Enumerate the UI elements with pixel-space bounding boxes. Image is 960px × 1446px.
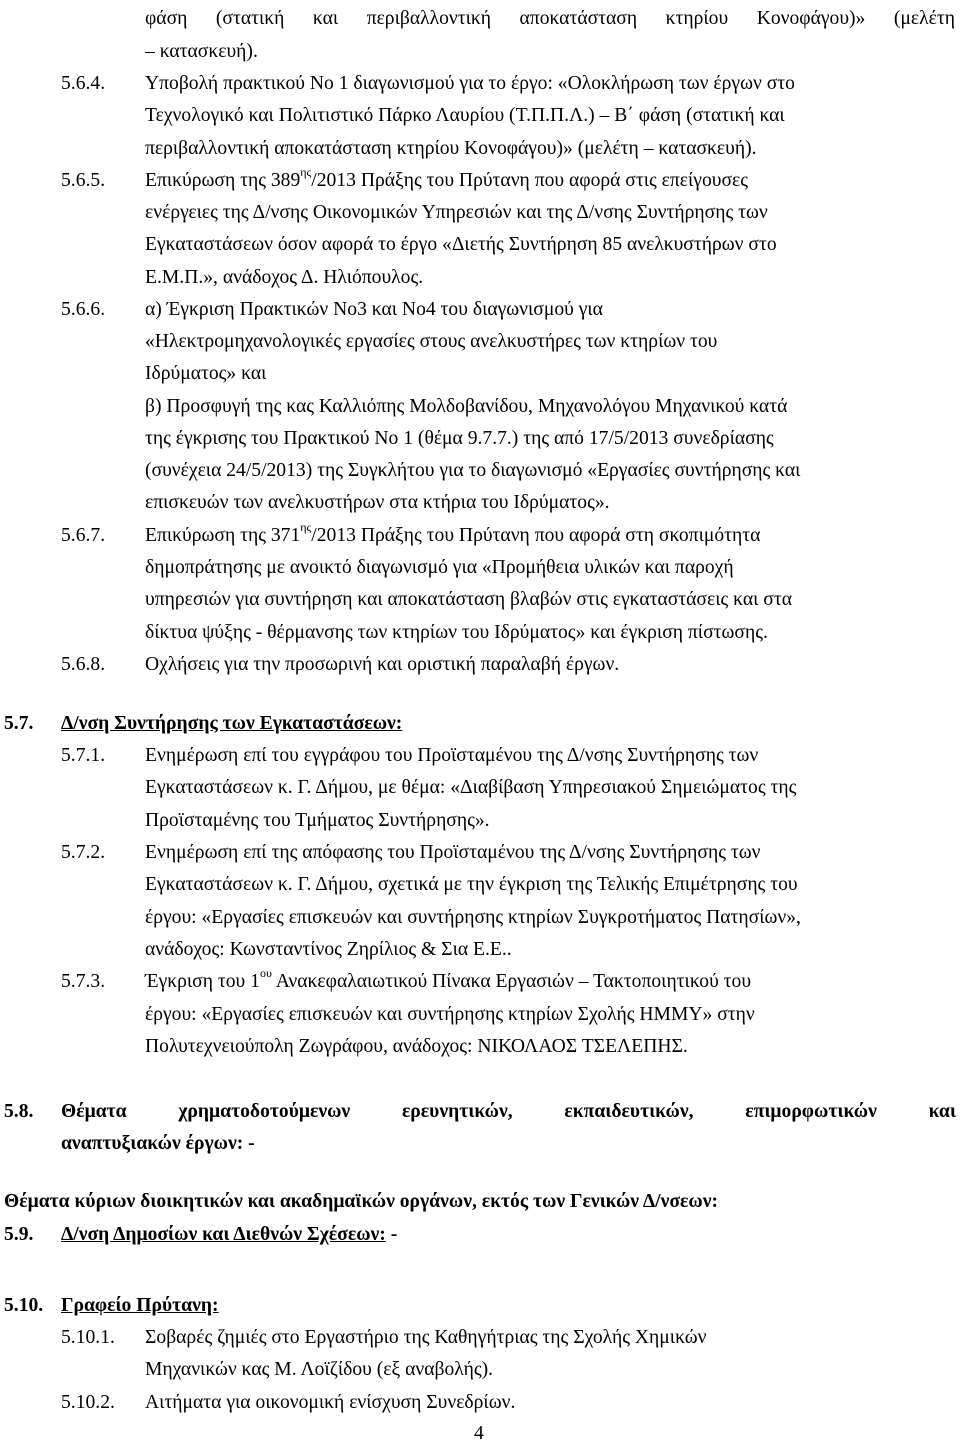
section-5-7-title: Δ/νση Συντήρησης των Εγκαταστάσεων:	[61, 713, 403, 734]
item-5-6-6-line-4: β) Προσφυγή της κας Καλλιόπης Μολδοβανίδου, Μηχανολόγου Μηχανικού κατά	[145, 396, 788, 417]
item-5-7-2-line-2: Εγκαταστάσεων κ. Γ. Δήμου, σχετικά με την έγκριση της Τελικής Επιμέτρησης του	[145, 874, 798, 895]
item-5-6-6-line-1: α) Έγκριση Πρακτικών Νο3 και Νο4 του διαγωνισμού για	[145, 299, 603, 320]
item-5-6-6-line-7: επισκευών των ανελκυστήρων στα κτήρια του Ιδρύματος».	[145, 492, 610, 513]
item-5-6-7-line-2: δημοπράτησης με ανοικτό διαγωνισμό για «Προμήθεια υλικών και παροχή	[145, 557, 734, 578]
item-number: 5.6.7.	[61, 525, 106, 546]
section-number: 5.9.	[4, 1224, 34, 1245]
item-5-7-3-line-3: Πολυτεχνειούπολη Ζωγράφου, ανάδοχος: ΝΙΚΟΛΑΟΣ ΤΣΕΛΕΠΗΣ.	[145, 1036, 688, 1057]
item-5-6-5-line-3: Εγκαταστάσεων όσον αφορά το έργο «Διετής Συντήρηση 85 ανελκυστήρων στο	[145, 234, 777, 255]
item-5-6-7-line-4: δίκτυα ψύξης - θέρμανσης των κτηρίων του Ιδρύματος» και έγκριση πίστωσης.	[145, 622, 768, 643]
item-5-6-6-line-3: Ιδρύματος» και	[145, 363, 267, 384]
section-5-8-line-1: Θέματα χρηματοδοτούμενων ερευνητικών, εκπαιδευτικών, επιμορφωτικών και	[61, 1101, 956, 1122]
section-5-9-title: Δ/νση Δημοσίων και Διεθνών Σχέσεων: -	[61, 1224, 398, 1245]
item-5-6-6-line-5: της έγκρισης του Πρακτικού Νο 1 (θέμα 9.7.7.) της από 17/5/2013 συνεδρίασης	[145, 428, 774, 449]
other-bodies-heading: Θέματα κύριων διοικητικών και ακαδημαϊκών οργάνων, εκτός των Γενικών Δ/νσεων:	[4, 1191, 718, 1212]
item-5-7-1-line-1: Ενημέρωση επί του εγγράφου του Προϊσταμένου της Δ/νσης Συντήρησης των	[145, 745, 759, 766]
item-5-6-4-line-3: περιβαλλοντική αποκατάσταση κτηρίου Κονοφάγου)» (μελέτη – κατασκευή).	[145, 138, 757, 159]
item-5-6-7-line-1: Επικύρωση της $371^{\eta\varsigma}/2013$ Πράξης του Πρύτανη που αφορά στη σκοπιμότητα	[145, 520, 761, 546]
item-5-6-5-line-4: Ε.Μ.Π.», ανάδοχος Δ. Ηλιόπουλος.	[145, 267, 424, 288]
item-5-7-1-line-2: Εγκαταστάσεων κ. Γ. Δήμου, με θέμα: «Διαβίβαση Υπηρεσιακού Σημειώματος της	[145, 777, 797, 798]
item-5-10-2-line-1: Αιτήματα για οικονομική ενίσχυση Συνεδρίων.	[145, 1392, 516, 1413]
item-number: 5.7.3.	[61, 971, 106, 992]
item-5-6-7-line-3: υπηρεσιών για συντήρηση και αποκατάσταση βλαβών στις εγκαταστάσεις και στα	[145, 589, 792, 610]
item-5-7-2-line-1: Ενημέρωση επί της απόφασης του Προϊσταμένου της Δ/νσης Συντήρησης των	[145, 842, 761, 863]
item-5-6-4-line-1: Υποβολή πρακτικού Νο 1 διαγωνισμού για το έργο: «Ολοκλήρωση των έργων στο	[145, 73, 795, 94]
item-number: 5.7.1.	[61, 745, 106, 766]
item-5-7-3-line-2: έργου: «Εργασίες επισκευών και συντήρησης κτηρίων Σχολής ΗΜΜΥ» στην	[145, 1004, 755, 1025]
item-5-6-4-line-2: Τεχνολογικό και Πολιτιστικό Πάρκο Λαυρίου (Τ.Π.Π.Λ.) – Β΄ φάση (στατική και	[145, 105, 785, 126]
item-5-6-3-line-1: φάση (στατική και περιβαλλοντική αποκατάσταση κτηρίου Κονοφάγου)» (μελέτη	[145, 8, 955, 29]
item-5-7-3-line-1: Έγκριση του $1^{o\upsilon}$ Ανακεφαλαιωτικού Πίνακα Εργασιών – Τακτοποιητικού του	[145, 966, 752, 992]
item-5-10-1-line-2: Μηχανικών κας Μ. Λοϊζίδου (εξ αναβολής).	[145, 1359, 494, 1380]
section-number: 5.7.	[4, 713, 34, 734]
item-5-6-6-line-2: «Ηλεκτρομηχανολογικές εργασίες στους ανελκυστήρες των κτηρίων του	[145, 331, 718, 352]
section-number: 5.10.	[4, 1295, 44, 1316]
item-number: 5.10.1.	[61, 1327, 115, 1348]
item-5-6-5-line-2: ενέργειες της Δ/νσης Οικονομικών Υπηρεσιών και της Δ/νσης Συντήρησης των	[145, 202, 768, 223]
item-5-6-3-line-2: – κατασκευή).	[145, 41, 258, 62]
item-5-10-1-line-1: Σοβαρές ζημιές στο Εργαστήριο της Καθηγήτριας της Σχολής Χημικών	[145, 1327, 707, 1348]
item-number: 5.6.6.	[61, 299, 106, 320]
item-5-7-1-line-3: Προϊσταμένης του Τμήματος Συντήρησης».	[145, 810, 490, 831]
item-5-6-5-line-1: Επικύρωση της $389^{\eta\varsigma}/2013$ Πράξης του Πρύτανη που αφορά στις επείγουσες	[145, 165, 748, 191]
item-number: 5.6.5.	[61, 170, 106, 191]
item-5-7-2-line-4: ανάδοχος: Κωνσταντίνος Ζηρίλιος & Σια Ε.Ε..	[145, 939, 512, 960]
item-number: 5.10.2.	[61, 1392, 115, 1413]
page-number: 4	[474, 1423, 484, 1444]
item-5-6-8-line-1: Οχλήσεις για την προσωρινή και οριστική παραλαβή έργων.	[145, 654, 620, 675]
item-number: 5.7.2.	[61, 842, 106, 863]
item-5-6-6-line-6: (συνέχεια 24/5/2013) της Συγκλήτου για το διαγωνισμό «Εργασίες συντήρησης και	[145, 460, 801, 481]
section-number: 5.8.	[4, 1101, 34, 1122]
item-5-7-2-line-3: έργου: «Εργασίες επισκευών και συντήρησης κτηρίων Συγκροτήματος Πατησίων»,	[145, 907, 801, 928]
section-5-8-line-2: αναπτυξιακών έργων: -	[61, 1133, 255, 1154]
section-5-10-title: Γραφείο Πρύτανη:	[61, 1295, 219, 1316]
item-number: 5.6.4.	[61, 73, 106, 94]
item-number: 5.6.8.	[61, 654, 106, 675]
